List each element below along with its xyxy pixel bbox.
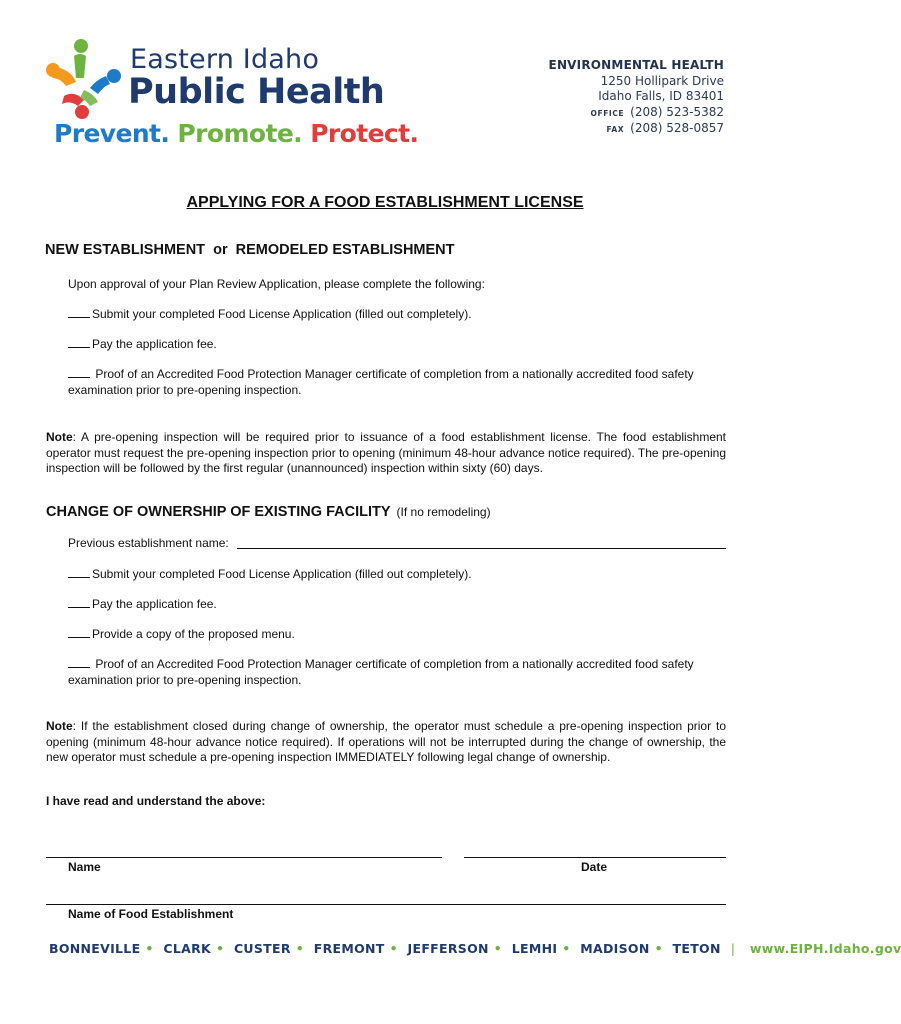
previous-name-label: Previous establishment name: [68, 536, 229, 550]
section2-item3-text: Provide a copy of the proposed menu. [92, 627, 295, 641]
bullet-icon: • [216, 941, 225, 956]
section2-note-text: : If the establishment closed during change of ownership, the operator must schedule a pre-opening inspection prior to opening (minimum 48-hour advance notice required). If operations will not be interrupted during the change of ownership, the new operator must schedule a pre-opening inspection IMMEDIATELY following legal change of ownership. [46, 719, 726, 764]
county-teton: TETON [672, 941, 721, 956]
section2-item3 [68, 626, 728, 643]
checkbox-blank[interactable] [68, 566, 90, 578]
tagline-promote: Promote. [177, 119, 303, 148]
previous-name-field[interactable] [237, 548, 726, 549]
section2-note [46, 719, 726, 766]
section1-item1-text: Submit your completed Food License Application (filled out completely). [92, 307, 472, 321]
section1-heading: NEW ESTABLISHMENT or REMODELED ESTABLISHMENT [45, 242, 455, 258]
county-clark: CLARK [163, 941, 211, 956]
checkbox-blank[interactable] [68, 656, 90, 668]
org-name-line2: Public Health [128, 72, 385, 112]
section2-item1 [68, 566, 728, 583]
bullet-icon: • [389, 941, 398, 956]
note-label: Note [46, 719, 73, 733]
bullet-icon: • [493, 941, 503, 956]
bullet-icon: • [562, 941, 571, 956]
section2-heading-row [46, 504, 491, 520]
office-phone: (208) 523-5382 [630, 104, 724, 119]
checkbox-blank[interactable] [68, 596, 90, 608]
section1-item3 [68, 366, 728, 398]
section1-item1 [68, 306, 728, 323]
section1-intro: Upon approval of your Plan Review Application, please complete the following: [68, 277, 485, 291]
fax-label: FAX [606, 125, 625, 134]
county-custer: CUSTER [233, 941, 291, 956]
org-name-line1: Eastern Idaho [130, 44, 320, 75]
footer [49, 941, 901, 956]
county-jefferson: JEFFERSON [407, 941, 489, 956]
section2-item4 [68, 656, 728, 688]
eiph-logo-icon [44, 38, 122, 120]
section2-heading-sub: (If no remodeling) [396, 505, 491, 519]
section1-item3-text-cont: examination prior to pre-opening inspection. [68, 382, 302, 397]
section2-item2-text: Pay the application fee. [92, 597, 217, 611]
checkbox-blank[interactable] [68, 626, 90, 638]
address-line1: 1250 Hollipark Drive [600, 73, 724, 88]
bullet-icon: • [145, 941, 154, 956]
section2-item2 [68, 596, 728, 613]
section2-item4-text: Proof of an Accredited Food Protection Manager certificate of completion from a nationally accredited food safety [92, 657, 694, 671]
acknowledgement-text: I have read and understand the above: [46, 794, 266, 808]
name-label: Name [68, 860, 101, 874]
department-name: ENVIRONMENTAL HEALTH [548, 58, 724, 72]
tagline-protect: Protect. [310, 119, 419, 148]
address-line2: Idaho Falls, ID 83401 [598, 89, 724, 103]
county-lemhi: LEMHI [511, 941, 558, 956]
fax-phone: (208) 528-0857 [630, 121, 724, 135]
section1-note [46, 430, 726, 477]
section2-heading: CHANGE OF OWNERSHIP OF EXISTING FACILITY [46, 504, 391, 520]
website-link[interactable]: www.EIPH.Idaho.gov [749, 941, 901, 956]
separator-icon: | [730, 941, 736, 956]
section1-note-text: : A pre-opening inspection will be required prior to issuance of a food establishment license. The food establishment operator must request the pre-opening inspection prior to opening (minimum 48-hour advance notice required). The pre-opening inspection will be followed by the first regular (unannounced) inspection within sixty (60) days. [46, 430, 726, 475]
bullet-icon: • [654, 941, 663, 956]
establishment-name-label: Name of Food Establishment [68, 907, 234, 921]
checkbox-blank[interactable] [68, 306, 90, 318]
tagline-prevent: Prevent. [54, 119, 170, 148]
county-bonneville: BONNEVILLE [49, 941, 141, 956]
county-madison: MADISON [580, 941, 650, 956]
county-fremont: FREMONT [313, 941, 385, 956]
checkbox-blank[interactable] [68, 366, 90, 378]
name-signature-line[interactable] [46, 857, 442, 858]
fax-row [549, 121, 724, 138]
checkbox-blank[interactable] [68, 336, 90, 348]
office-phone-row [549, 105, 724, 122]
section1-item2 [68, 336, 728, 353]
tagline [54, 119, 418, 148]
office-label: OFFICE [590, 108, 625, 118]
date-signature-line[interactable] [464, 857, 726, 858]
section2-item1-text: Submit your completed Food License Application (filled out completely). [92, 567, 472, 581]
section1-item2-text: Pay the application fee. [92, 337, 217, 351]
section2-item4-text-cont: examination prior to pre-opening inspection. [68, 672, 302, 687]
establishment-name-line[interactable] [46, 904, 726, 905]
document-title: APPLYING FOR A FOOD ESTABLISHMENT LICENSE [186, 194, 584, 211]
bullet-icon: • [295, 941, 305, 956]
note-label: Note [46, 430, 73, 444]
contact-block [549, 58, 724, 138]
section1-item3-text: Proof of an Accredited Food Protection Manager certificate of completion from a nationally accredited food safety [92, 367, 694, 381]
date-label: Date [581, 860, 608, 874]
